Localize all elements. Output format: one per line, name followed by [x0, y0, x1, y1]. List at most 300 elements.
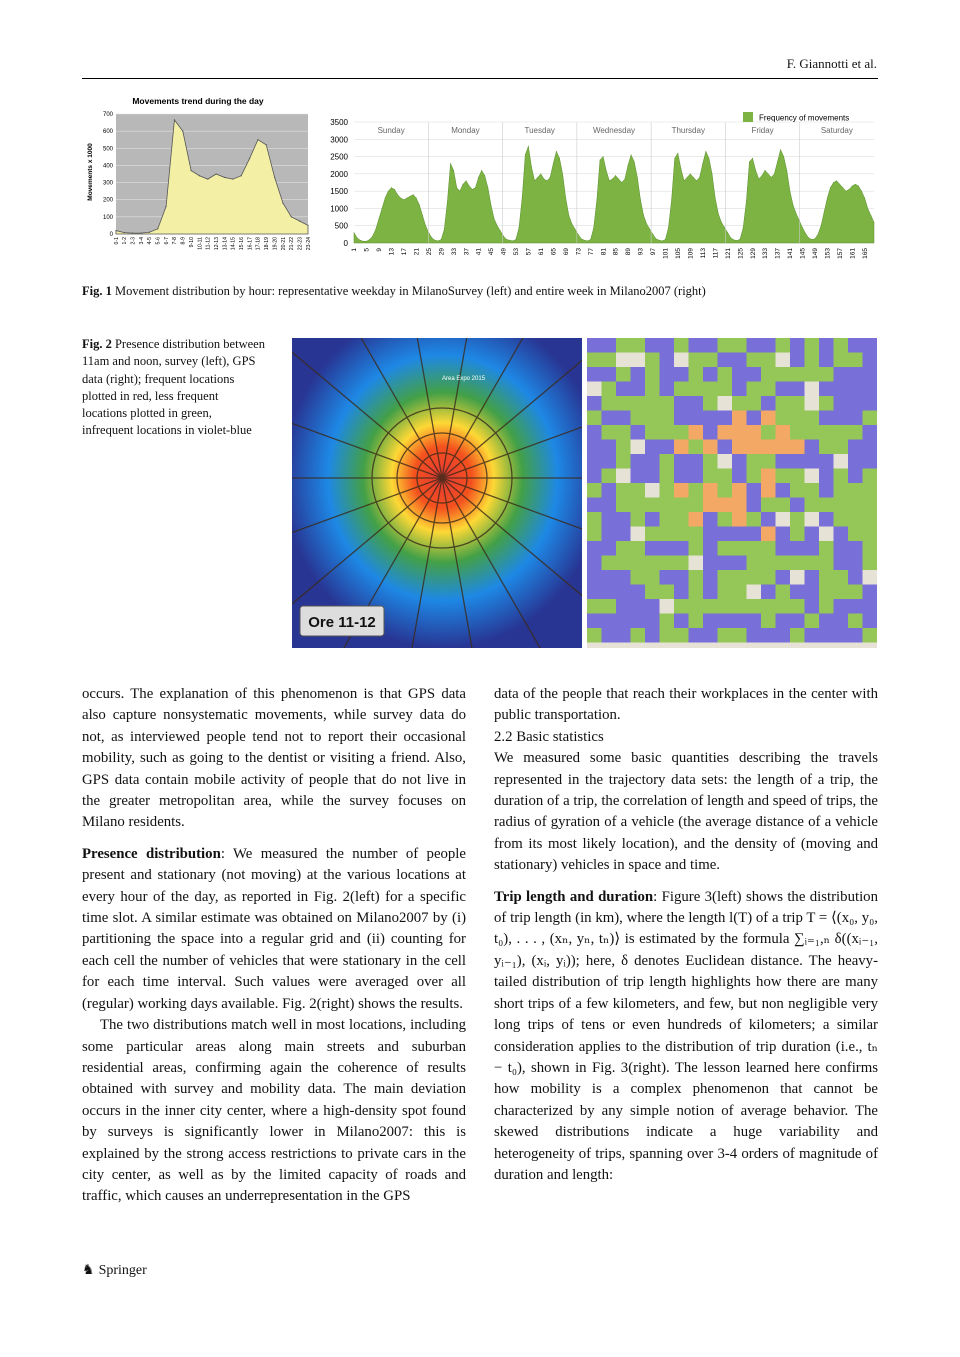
grid-cell — [747, 469, 762, 484]
grid-cell — [761, 440, 776, 455]
grid-cell — [834, 599, 849, 614]
data-point — [534, 180, 535, 181]
data-point — [431, 237, 432, 238]
grid-cell — [819, 556, 834, 571]
grid-cell — [616, 614, 631, 629]
hourly-movement-chart — [84, 92, 312, 267]
x-tick-label: 37 — [463, 248, 471, 256]
grid-cell — [863, 396, 878, 411]
data-point — [649, 229, 650, 230]
x-tick-label: 157 — [836, 248, 844, 259]
y-tick-label: 500 — [102, 146, 113, 153]
grid-cell — [848, 440, 863, 455]
grid-cell — [718, 512, 733, 527]
grid-cell — [819, 614, 834, 629]
grid-cell — [805, 367, 820, 382]
data-point — [637, 177, 638, 178]
x-tick-label: 33 — [450, 248, 458, 256]
grid-cell — [689, 440, 704, 455]
grid-cell — [631, 628, 646, 643]
x-tick-label: 25 — [425, 248, 433, 256]
grid-cell — [703, 498, 718, 513]
grid-cell — [718, 483, 733, 498]
grid-cell — [819, 498, 834, 513]
grid-cell — [834, 396, 849, 411]
grid-cell — [587, 527, 602, 542]
grid-cell — [645, 512, 660, 527]
data-point — [780, 149, 781, 150]
grid-cell — [674, 556, 689, 571]
data-point — [216, 173, 217, 174]
fig1-caption-text: Movement distribution by hour: representative weekday in MilanoSurvey (left) and entire week in Milano2007 (right) — [111, 284, 706, 298]
data-point — [587, 241, 588, 242]
x-tick-label: 14-15 — [230, 237, 237, 251]
grid-cell — [631, 498, 646, 513]
grid-cell — [674, 483, 689, 498]
grid-cell — [819, 411, 834, 426]
grid-cell — [703, 367, 718, 382]
data-point — [612, 179, 613, 180]
grid-cell — [747, 353, 762, 368]
grid-cell — [747, 440, 762, 455]
grid-cell — [718, 556, 733, 571]
y-tick-label: 0 — [343, 239, 348, 248]
grid-cell — [863, 411, 878, 426]
grid-cell — [834, 628, 849, 643]
data-point — [702, 163, 703, 164]
x-tick-label: 41 — [475, 248, 483, 256]
grid-cell — [790, 411, 805, 426]
legend-label: Frequency of movements — [759, 113, 850, 123]
data-point — [578, 234, 579, 235]
x-tick-label: 137 — [774, 248, 782, 259]
day-label: Thursday — [671, 126, 705, 135]
data-point — [609, 180, 610, 181]
x-tick-label: 65 — [550, 248, 558, 256]
grid-cell — [689, 498, 704, 513]
grid-cell — [732, 628, 747, 643]
data-point — [366, 241, 367, 242]
data-point — [855, 184, 856, 185]
x-tick-label: 11-12 — [205, 237, 212, 250]
grid-cell — [660, 367, 675, 382]
grid-cell — [645, 411, 660, 426]
grid-cell — [631, 367, 646, 382]
grid-cell — [761, 614, 776, 629]
grid-cell — [776, 556, 791, 571]
grid-cell — [776, 599, 791, 614]
data-point — [363, 241, 364, 242]
grid-cell — [674, 628, 689, 643]
x-tick-label: 69 — [562, 248, 570, 256]
grid-cell — [587, 440, 602, 455]
grid-cell — [776, 541, 791, 556]
grid-cell — [645, 541, 660, 556]
grid-cell — [805, 411, 820, 426]
y-tick-label: 3500 — [330, 118, 348, 127]
grid-cell — [819, 440, 834, 455]
grid-cell — [689, 353, 704, 368]
grid-cell — [761, 599, 776, 614]
map-sublabel: Area Expo 2015 — [442, 376, 486, 382]
x-tick-label: 129 — [749, 248, 757, 259]
grid-cell — [703, 469, 718, 484]
grid-cell — [645, 469, 660, 484]
grid-cell — [645, 628, 660, 643]
right-text-column — [494, 684, 878, 1186]
grid-cell — [732, 425, 747, 440]
grid-cell — [703, 483, 718, 498]
grid-cell — [790, 425, 805, 440]
grid-cell — [834, 353, 849, 368]
data-point — [721, 222, 722, 223]
data-point — [519, 227, 520, 228]
data-point — [422, 215, 423, 216]
grid-cell — [776, 527, 791, 542]
grid-cell — [732, 454, 747, 469]
grid-cell — [616, 570, 631, 585]
grid-cell — [848, 483, 863, 498]
grid-cell — [848, 382, 863, 397]
grid-cell — [790, 367, 805, 382]
data-point — [631, 154, 632, 155]
grid-cell — [616, 382, 631, 397]
data-point — [478, 177, 479, 178]
weekly-movement-chart — [322, 104, 877, 268]
data-point — [132, 233, 133, 234]
grid-cell — [805, 570, 820, 585]
grid-cell — [602, 599, 617, 614]
grid-cell — [718, 585, 733, 600]
data-point — [593, 227, 594, 228]
grid-cell — [848, 498, 863, 513]
grid-cell — [703, 382, 718, 397]
data-point — [503, 236, 504, 237]
grid-cell — [602, 425, 617, 440]
grid-cell — [761, 483, 776, 498]
data-point — [821, 225, 822, 226]
grid-cell — [848, 512, 863, 527]
x-tick-label: 17 — [401, 248, 409, 256]
grid-cell — [747, 396, 762, 411]
grid-cell — [863, 353, 878, 368]
grid-cell — [703, 628, 718, 643]
grid-cell — [689, 469, 704, 484]
data-point — [668, 227, 669, 228]
data-point — [453, 170, 454, 171]
data-point — [487, 187, 488, 188]
grid-cell — [587, 396, 602, 411]
grid-cell — [732, 396, 747, 411]
grid-cell — [761, 512, 776, 527]
y-tick-label: 1000 — [330, 204, 348, 214]
grid-cell — [805, 599, 820, 614]
grid-cell — [834, 512, 849, 527]
grid-cell — [848, 585, 863, 600]
grid-cell — [776, 483, 791, 498]
grid-cell — [718, 338, 733, 353]
grid-cell — [602, 570, 617, 585]
grid-cell — [790, 628, 805, 643]
grid-cell — [645, 338, 660, 353]
grid-cell — [863, 628, 878, 643]
x-tick-label: 97 — [650, 248, 658, 256]
grid-cell — [587, 498, 602, 513]
grid-cell — [602, 353, 617, 368]
grid-cell — [660, 440, 675, 455]
survey-presence-heatmap — [292, 338, 582, 648]
grid-cell — [834, 585, 849, 600]
data-point — [512, 241, 513, 242]
grid-cell — [602, 585, 617, 600]
grid-cell — [660, 556, 675, 571]
grid-cell — [718, 440, 733, 455]
data-point — [441, 239, 442, 240]
data-point — [743, 227, 744, 228]
data-point — [727, 232, 728, 233]
grid-cell — [616, 541, 631, 556]
data-point — [509, 240, 510, 241]
data-point — [241, 175, 242, 176]
data-point — [634, 161, 635, 162]
grid-cell — [732, 483, 747, 498]
data-point — [768, 173, 769, 174]
data-point — [746, 201, 747, 202]
grid-cell — [674, 425, 689, 440]
running-head-author: F. Giannotti et al. — [786, 56, 877, 71]
legend-swatch — [743, 112, 753, 122]
grid-cell — [718, 469, 733, 484]
y-tick-label: 2000 — [330, 169, 348, 179]
x-tick-label: 6-7 — [163, 237, 170, 245]
grid-cell — [602, 527, 617, 542]
day-label: Saturday — [820, 126, 853, 135]
grid-cell — [819, 367, 834, 382]
x-tick-label: 73 — [575, 248, 583, 256]
data-point — [811, 239, 812, 240]
data-point — [590, 239, 591, 240]
grid-cell — [645, 396, 660, 411]
publisher-footer — [82, 1262, 147, 1279]
x-tick-label: 9 — [376, 248, 384, 252]
grid-cell — [660, 411, 675, 426]
data-point — [565, 198, 566, 199]
grid-cell — [819, 396, 834, 411]
fig2-caption — [82, 336, 266, 440]
data-point — [469, 186, 470, 187]
grid-cell — [848, 556, 863, 571]
data-point — [575, 229, 576, 230]
data-point — [681, 168, 682, 169]
grid-cell — [732, 614, 747, 629]
grid-cell — [674, 396, 689, 411]
data-point — [528, 146, 529, 147]
grid-cell — [631, 512, 646, 527]
data-point — [562, 173, 563, 174]
grid-cell — [863, 556, 878, 571]
grid-cell — [761, 469, 776, 484]
grid-cell — [747, 498, 762, 513]
grid-cell — [718, 599, 733, 614]
grid-cell — [587, 411, 602, 426]
grid-cell — [776, 367, 791, 382]
data-point — [516, 239, 517, 240]
data-point — [842, 187, 843, 188]
day-label: Sunday — [377, 126, 405, 135]
grid-cell — [587, 628, 602, 643]
grid-cell — [819, 353, 834, 368]
grid-cell — [834, 541, 849, 556]
grid-cell — [790, 556, 805, 571]
grid-cell — [645, 570, 660, 585]
data-point — [497, 225, 498, 226]
grid-cell — [776, 396, 791, 411]
grid-cell — [587, 599, 602, 614]
grid-cell — [689, 599, 704, 614]
data-point — [653, 234, 654, 235]
grid-cell — [848, 469, 863, 484]
grid-cell — [790, 599, 805, 614]
grid-cell — [587, 353, 602, 368]
x-tick-label: 21-22 — [289, 237, 296, 251]
grid-cell — [819, 425, 834, 440]
grid-cell — [776, 382, 791, 397]
grid-cell — [761, 570, 776, 585]
grid-cell — [747, 541, 762, 556]
data-point — [693, 177, 694, 178]
grid-cell — [674, 527, 689, 542]
grid-cell — [819, 628, 834, 643]
grid-cell — [689, 541, 704, 556]
data-point — [824, 211, 825, 212]
series-area — [354, 146, 874, 243]
grid-cell — [631, 585, 646, 600]
data-point — [484, 175, 485, 176]
grid-cell — [602, 454, 617, 469]
grid-cell — [689, 628, 704, 643]
grid-cell — [761, 382, 776, 397]
chart1-ylabel: Movements x 1000 — [87, 143, 94, 201]
data-point — [793, 205, 794, 206]
grid-cell — [761, 425, 776, 440]
x-tick-label: 3-4 — [138, 237, 145, 245]
grid-cell — [747, 425, 762, 440]
data-point — [407, 198, 408, 199]
grid-cell — [776, 498, 791, 513]
paragraph-heading: Presence distribution — [82, 845, 221, 862]
grid-cell — [703, 396, 718, 411]
data-point — [547, 180, 548, 181]
data-point — [249, 158, 250, 159]
grid-cell — [848, 541, 863, 556]
data-point — [662, 241, 663, 242]
grid-cell — [718, 498, 733, 513]
grid-cell — [718, 541, 733, 556]
grid-cell — [761, 628, 776, 643]
grid-cell — [703, 512, 718, 527]
x-tick-label: 89 — [625, 248, 633, 256]
data-point — [115, 230, 116, 231]
grid-cell — [616, 411, 631, 426]
grid-cell — [674, 512, 689, 527]
grid-cell — [761, 338, 776, 353]
grid-cell — [718, 527, 733, 542]
y-tick-label: 0 — [109, 232, 113, 238]
grid-cell — [631, 541, 646, 556]
data-point — [207, 179, 208, 180]
grid-cell — [747, 527, 762, 542]
grid-cell — [602, 541, 617, 556]
grid-cell — [703, 556, 718, 571]
x-tick-label: 145 — [799, 248, 807, 259]
grid-cell — [645, 585, 660, 600]
grid-cell — [587, 483, 602, 498]
grid-cell — [689, 396, 704, 411]
data-point — [621, 182, 622, 183]
data-point — [397, 194, 398, 195]
grid-cell — [689, 527, 704, 542]
grid-cell — [776, 411, 791, 426]
data-point — [777, 161, 778, 162]
grid-cell — [602, 382, 617, 397]
data-point — [537, 177, 538, 178]
data-point — [740, 239, 741, 240]
data-point — [671, 199, 672, 200]
grid-cell — [732, 585, 747, 600]
data-point — [382, 208, 383, 209]
grid-cell — [805, 556, 820, 571]
grid-cell — [674, 614, 689, 629]
grid-cell — [587, 469, 602, 484]
data-point — [867, 208, 868, 209]
grid-cell — [863, 367, 878, 382]
grid-cell — [863, 338, 878, 353]
grid-cell — [848, 614, 863, 629]
data-point — [450, 163, 451, 164]
grid-cell — [776, 425, 791, 440]
x-tick-label: 125 — [737, 248, 745, 259]
grid-cell — [602, 411, 617, 426]
grid-cell — [790, 469, 805, 484]
data-point — [696, 180, 697, 181]
grid-cell — [776, 440, 791, 455]
x-tick-label: 8-9 — [180, 237, 187, 245]
springer-horse-icon: ♞ — [82, 1263, 95, 1278]
grid-cell — [834, 367, 849, 382]
data-point — [758, 179, 759, 180]
grid-cell — [660, 425, 675, 440]
grid-cell — [703, 527, 718, 542]
data-point — [870, 215, 871, 216]
grid-cell — [863, 599, 878, 614]
grid-cell — [834, 411, 849, 426]
grid-cell — [863, 527, 878, 542]
data-point — [540, 173, 541, 174]
x-tick-label: 12-13 — [213, 237, 220, 251]
paragraph-heading: Trip length and duration — [494, 888, 654, 905]
paragraph: Presence distribution: We measured the number of people present and stationary (not moving) at the various locations at every hour of the day, as reported in Fig. 2(left) for a specific time slot. A similar estimate was obtained on Milano2007 by (i) partitioning the space into a regular grid and (ii) counting for each cell the number of vehicles that were stationary in the cell for each time interval. Such values were averaged over all (regular) working days available. Fig. 2(right) shows the results. — [82, 845, 466, 1012]
grid-cell — [660, 570, 675, 585]
grid-cell — [761, 527, 776, 542]
data-point — [783, 156, 784, 157]
data-point — [718, 213, 719, 214]
data-point — [354, 232, 355, 233]
grid-cell — [732, 411, 747, 426]
grid-cell — [674, 498, 689, 513]
data-point — [864, 198, 865, 199]
grid-cell — [790, 382, 805, 397]
grid-cell — [790, 585, 805, 600]
